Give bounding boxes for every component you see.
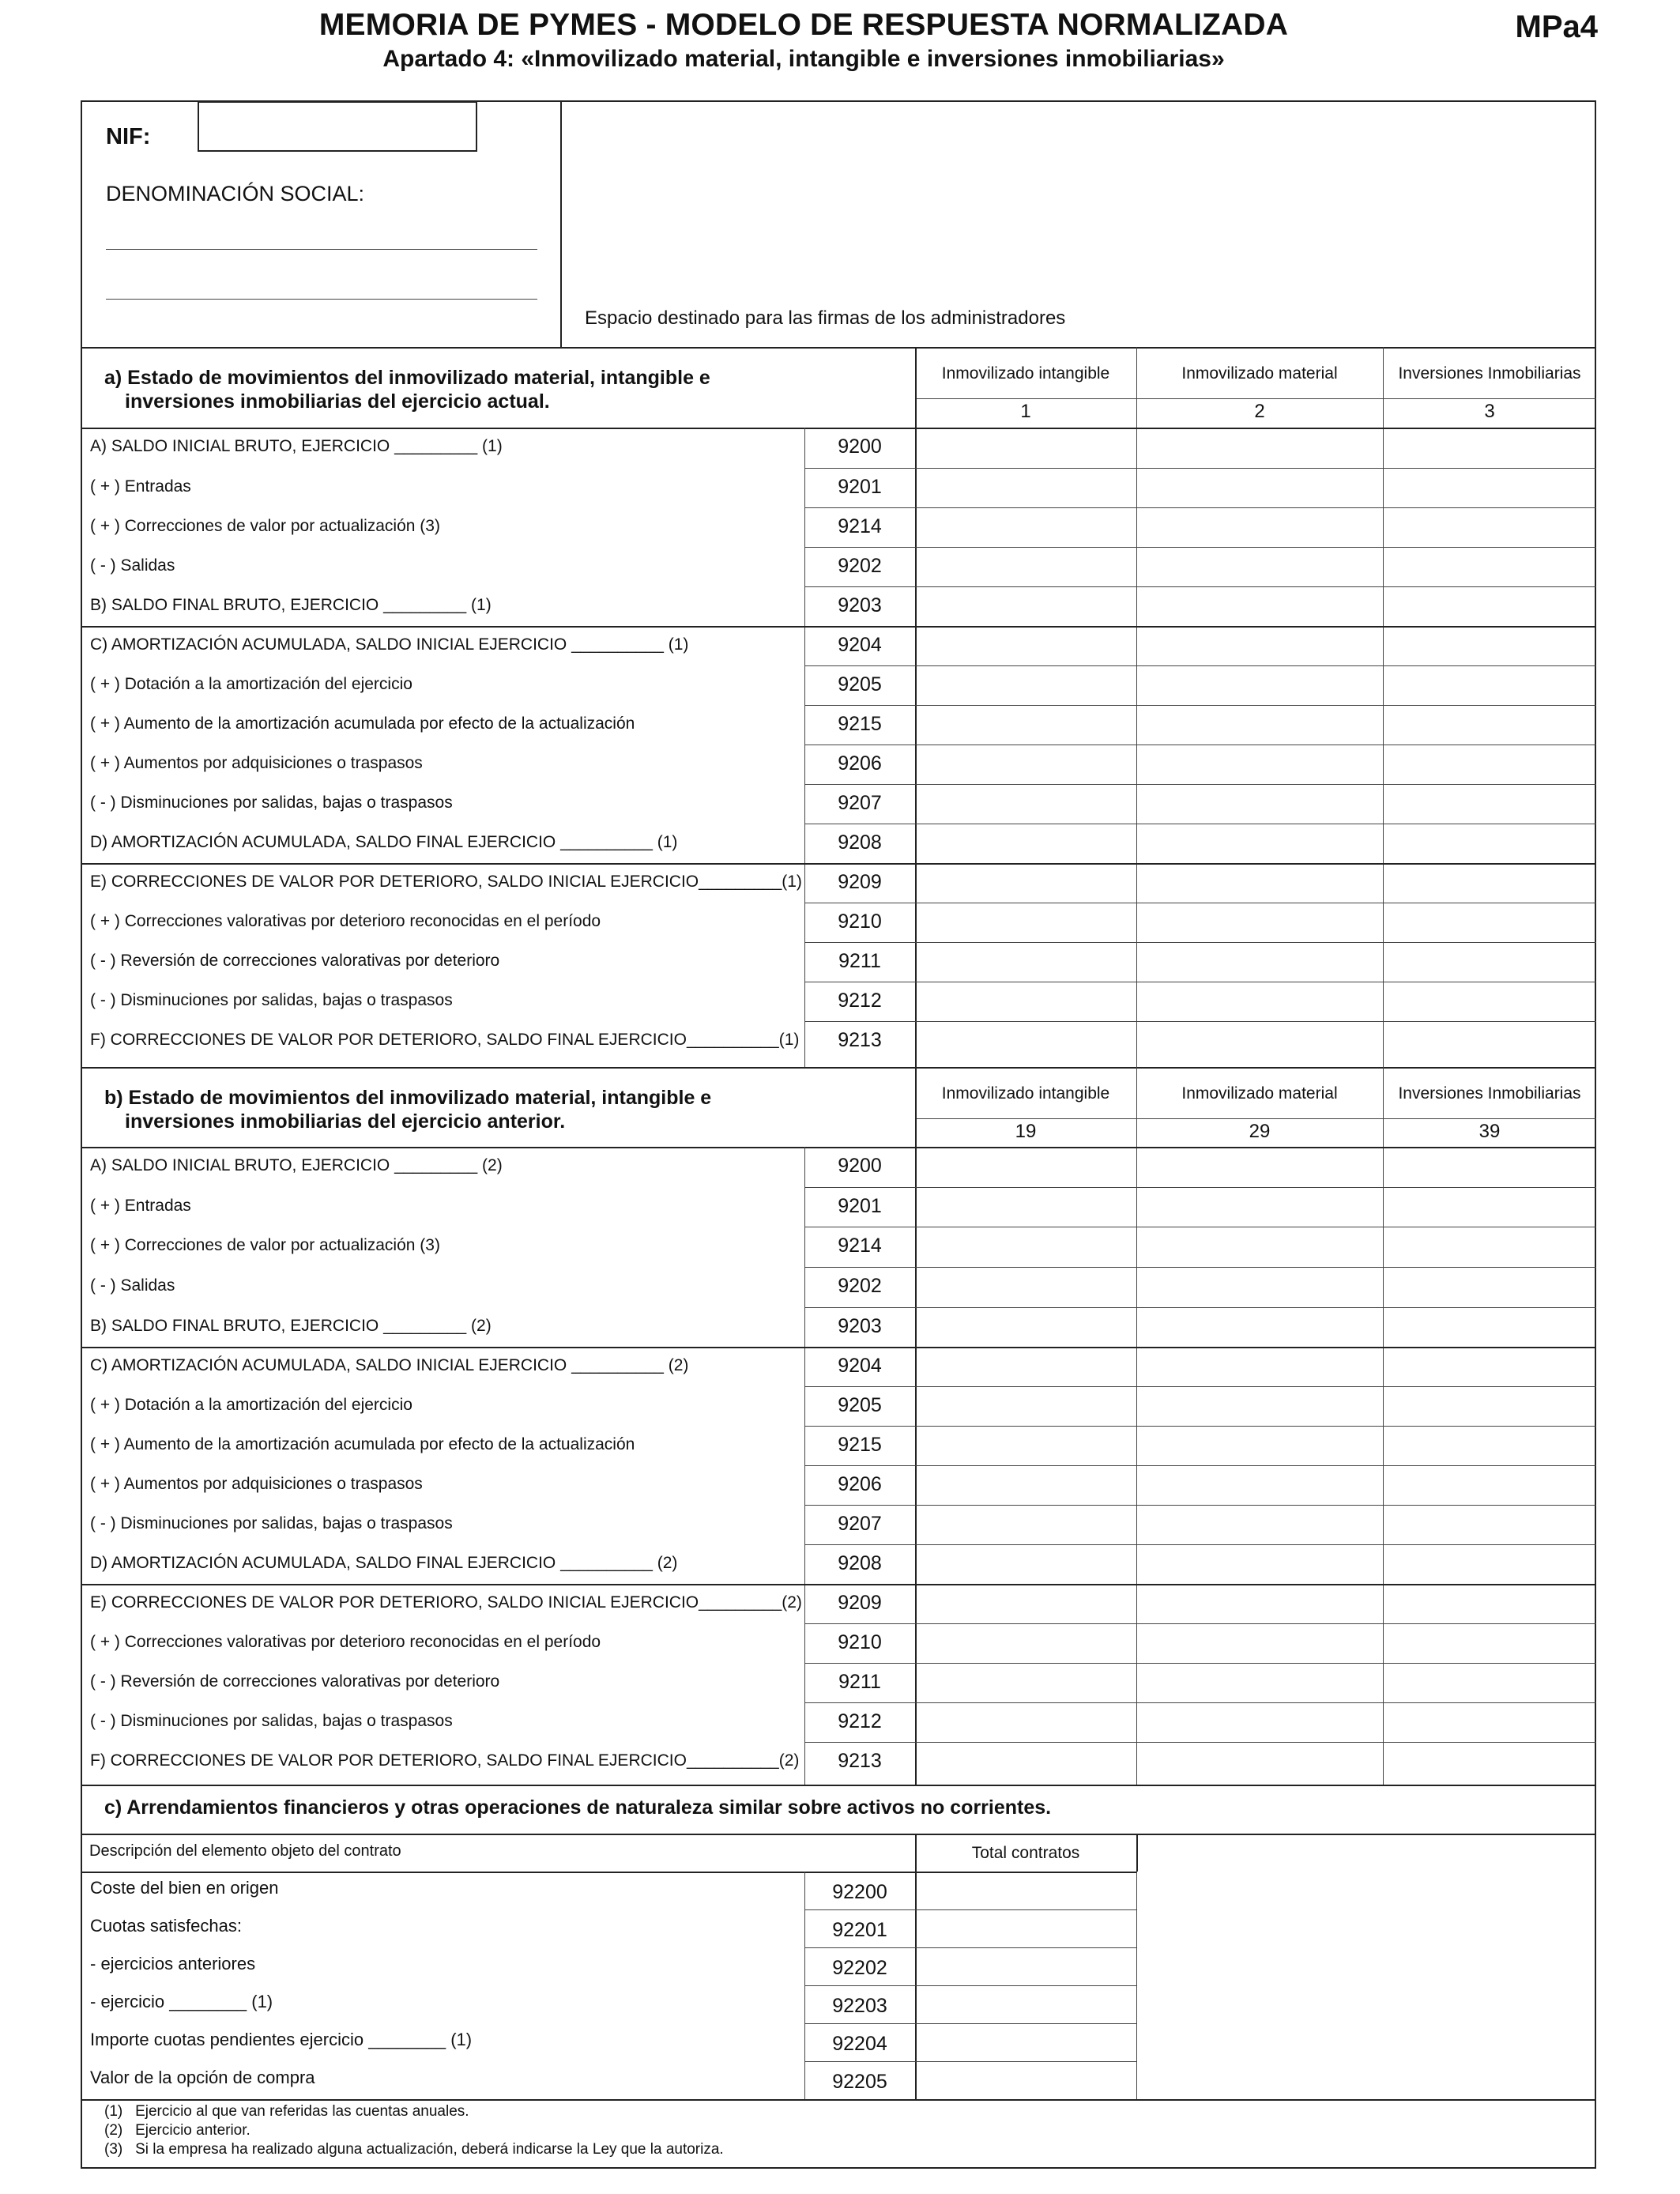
section_a-input-9208-col1[interactable] <box>917 825 1135 861</box>
section_b-row-label: ( - ) Disminuciones por salidas, bajas o traspasos <box>90 1514 453 1532</box>
section_b-input-9205-col3[interactable] <box>1384 1388 1595 1424</box>
section_b-row-label: E) CORRECCIONES DE VALOR POR DETERIORO, SALDO INICIAL EJERCICIO_________(2) <box>90 1593 802 1612</box>
section_b-row-label: ( - ) Salidas <box>90 1276 175 1295</box>
section_b-row-code: 9200 <box>838 1155 882 1177</box>
section_b-input-9208-col2[interactable] <box>1138 1546 1381 1582</box>
section_a-row-code: 9201 <box>838 476 882 498</box>
denominacion-line-2[interactable] <box>106 299 537 300</box>
section_a-input-9210-col3[interactable] <box>1384 904 1595 941</box>
section_a-input-9202-col1[interactable] <box>917 548 1135 585</box>
section_a-input-9204-col1[interactable] <box>917 628 1135 664</box>
section_b-input-9203-col2[interactable] <box>1138 1309 1381 1345</box>
section-c-row-divider <box>804 2061 1136 2062</box>
section_a-input-9205-col2[interactable] <box>1138 667 1381 703</box>
section-c-row-code: 92205 <box>832 2071 887 2093</box>
section_b-row-code: 9211 <box>838 1671 881 1693</box>
section_a-input-9210-col1[interactable] <box>917 904 1135 941</box>
section-c-input-92204[interactable] <box>917 2025 1135 2060</box>
section_b-row-label: A) SALDO INICIAL BRUTO, EJERCICIO _________ (2) <box>90 1156 503 1174</box>
section_b-input-9212-col3[interactable] <box>1384 1704 1595 1740</box>
section_b-row-divider <box>804 1623 1596 1624</box>
section_a-input-9208-col3[interactable] <box>1384 825 1595 861</box>
section_b-input-9212-col1[interactable] <box>917 1704 1135 1740</box>
section_b-bottom-border <box>81 1785 1596 1786</box>
section_a-input-9211-col1[interactable] <box>917 944 1135 980</box>
firmas-label: Espacio destinado para las firmas de los administradores <box>585 307 1066 329</box>
section_a-row-code: 9209 <box>838 871 882 893</box>
section_b-input-9211-col3[interactable] <box>1384 1664 1595 1701</box>
section_a-row-divider <box>804 586 1596 587</box>
section_b-input-9207-col1[interactable] <box>917 1506 1135 1543</box>
section_b-row-divider <box>804 1426 1596 1427</box>
section_b-row-code: 9212 <box>838 1710 882 1732</box>
section_b-input-9201-col2[interactable] <box>1138 1189 1381 1225</box>
section_b-input-9214-col3[interactable] <box>1384 1228 1595 1265</box>
section_b-row-label: ( + ) Entradas <box>90 1197 191 1215</box>
section_b-row-label: ( + ) Aumentos por adquisiciones o traspasos <box>90 1475 423 1493</box>
section_b-input-9200-col3[interactable] <box>1384 1148 1595 1186</box>
section_a-row-label: D) AMORTIZACIÓN ACUMULADA, SALDO FINAL EJERCICIO __________ (1) <box>90 833 678 851</box>
footnote-3: (3) Si la empresa ha realizado alguna actualización, deberá indicarse la Ley que la autoriza. <box>104 2141 724 2158</box>
section_b-input-9214-col1[interactable] <box>917 1228 1135 1265</box>
section_a-row-code: 9203 <box>838 594 882 616</box>
section_a-row-code: 9206 <box>838 752 882 775</box>
section_a-input-9203-col3[interactable] <box>1384 588 1595 624</box>
section_a-input-9206-col2[interactable] <box>1138 746 1381 782</box>
denominacion-line-1[interactable] <box>106 249 537 250</box>
section_a-input-9214-col3[interactable] <box>1384 509 1595 545</box>
section_a-group-divider <box>81 863 1596 865</box>
section_b-row-code: 9209 <box>838 1592 882 1614</box>
section_b-input-9215-col1[interactable] <box>917 1427 1135 1464</box>
section_a-row-label: ( + ) Correcciones de valor por actualización (3) <box>90 517 440 535</box>
section_a-row-divider <box>804 705 1596 706</box>
section_a-input-9201-col3[interactable] <box>1384 469 1595 506</box>
form-title: MEMORIA DE PYMES - MODELO DE RESPUESTA NORMALIZADA <box>318 8 1289 42</box>
section-c-row-code: 92203 <box>832 1995 887 2017</box>
section_a-row-code: 9210 <box>838 910 882 933</box>
section_a-col-header-2: Inmovilizado material <box>1181 364 1338 383</box>
section_a-row-divider <box>804 784 1596 785</box>
section_a-col-number-3: 3 <box>1484 401 1495 422</box>
section-c-vline-right <box>1136 1834 1138 1872</box>
section_a-bottom-border <box>81 1067 1596 1069</box>
section_b-row-label: ( + ) Correcciones de valor por actualización (3) <box>90 1236 440 1254</box>
section_b-input-9201-col1[interactable] <box>917 1189 1135 1225</box>
section_b-row-label: ( + ) Dotación a la amortización del ejercicio <box>90 1396 412 1414</box>
section_a-input-9215-col3[interactable] <box>1384 707 1595 743</box>
section_b-row-label: B) SALDO FINAL BRUTO, EJERCICIO _________ (2) <box>90 1317 492 1335</box>
section_b-title-line2: inversiones inmobiliarias del ejercicio anterior. <box>125 1110 566 1133</box>
nif-label: NIF: <box>106 124 151 149</box>
section-c-input-92203[interactable] <box>917 1987 1135 2022</box>
section_b-input-9207-col2[interactable] <box>1138 1506 1381 1543</box>
section_a-row-label: ( - ) Reversión de correcciones valorativas por deterioro <box>90 952 500 970</box>
section_b-input-9204-col2[interactable] <box>1138 1348 1381 1385</box>
section_b-group-divider <box>81 1347 1596 1348</box>
section_a-vline-c2 <box>1136 347 1137 1067</box>
section_a-input-9212-col3[interactable] <box>1384 983 1595 1020</box>
section_b-input-9213-col1[interactable] <box>917 1744 1135 1783</box>
section_a-input-9207-col3[interactable] <box>1384 786 1595 822</box>
section_b-row-code: 9206 <box>838 1473 882 1495</box>
section-c-row-label: - ejercicio ________ (1) <box>90 1992 273 2011</box>
section_b-input-9200-col2[interactable] <box>1138 1148 1381 1186</box>
section_b-row-label: F) CORRECCIONES DE VALOR POR DETERIORO, SALDO FINAL EJERCICIO__________(2) <box>90 1751 800 1770</box>
section_b-input-9213-col2[interactable] <box>1138 1744 1381 1783</box>
footnote-1: (1) Ejercicio al que van referidas las cuentas anuales. <box>104 2103 469 2120</box>
section_a-input-9203-col2[interactable] <box>1138 588 1381 624</box>
section_a-input-9204-col3[interactable] <box>1384 628 1595 664</box>
section_a-input-9205-col1[interactable] <box>917 667 1135 703</box>
section_a-row-code: 9205 <box>838 673 882 696</box>
form-code: MPa4 <box>1515 9 1598 44</box>
section_a-input-9209-col2[interactable] <box>1138 865 1381 901</box>
section_b-input-9200-col1[interactable] <box>917 1148 1135 1186</box>
section_a-col-header-1: Inmovilizado intangible <box>941 364 1110 383</box>
section_b-row-divider <box>804 1465 1596 1466</box>
section_a-row-code: 9213 <box>838 1029 882 1051</box>
section_a-row-code: 9202 <box>838 555 882 577</box>
section_b-group-divider <box>81 1584 1596 1585</box>
section_a-row-divider <box>804 1021 1596 1022</box>
section-c-row-label: Cuotas satisfechas: <box>90 1916 242 1936</box>
section_b-input-9211-col2[interactable] <box>1138 1664 1381 1701</box>
denominacion-label: DENOMINACIÓN SOCIAL: <box>106 182 365 205</box>
section_b-row-label: D) AMORTIZACIÓN ACUMULADA, SALDO FINAL EJERCICIO __________ (2) <box>90 1554 678 1572</box>
section_a-row-label: ( - ) Salidas <box>90 556 175 575</box>
section_a-input-9201-col2[interactable] <box>1138 469 1381 506</box>
section_b-row-label: ( + ) Aumento de la amortización acumulada por efecto de la actualización <box>90 1435 635 1453</box>
section_b-row-code: 9208 <box>838 1552 882 1574</box>
section-c-row-label: Importe cuotas pendientes ejercicio ________ (1) <box>90 2030 473 2049</box>
section-c-row-divider <box>804 1947 1136 1948</box>
section_b-col-header-1: Inmovilizado intangible <box>941 1084 1110 1103</box>
section_a-row-code: 9200 <box>838 435 882 458</box>
section_b-row-label: ( - ) Reversión de correcciones valorativas por deterioro <box>90 1672 500 1691</box>
section_a-input-9207-col1[interactable] <box>917 786 1135 822</box>
section_b-row-divider <box>804 1544 1596 1545</box>
section-c-title: c) Arrendamientos financieros y otras operaciones de naturaleza similar sobre activos no corrientes. <box>104 1796 1052 1819</box>
section_a-row-code: 9215 <box>838 713 882 735</box>
section_b-input-9212-col2[interactable] <box>1138 1704 1381 1740</box>
section_b-row-label: ( + ) Correcciones valorativas por deterioro reconocidas en el período <box>90 1633 601 1651</box>
section_a-row-code: 9207 <box>838 792 882 814</box>
section_b-input-9201-col3[interactable] <box>1384 1189 1595 1225</box>
section_a-row-label: ( - ) Disminuciones por salidas, bajas o traspasos <box>90 991 453 1009</box>
section_a-input-9214-col2[interactable] <box>1138 509 1381 545</box>
section_b-input-9202-col2[interactable] <box>1138 1269 1381 1306</box>
section_b-title-line1: b) Estado de movimientos del inmovilizado material, intangible e <box>104 1087 712 1109</box>
section_a-col-number-2: 2 <box>1254 401 1265 422</box>
footnote-2: (2) Ejercicio anterior. <box>104 2122 250 2139</box>
section_a-input-9201-col1[interactable] <box>917 469 1135 506</box>
section_a-row-code: 9212 <box>838 990 882 1012</box>
section-c-row-label: Coste del bien en origen <box>90 1878 279 1898</box>
section_b-row-code: 9214 <box>838 1235 882 1257</box>
section_b-col-subline <box>915 1118 1596 1119</box>
section_b-row-divider <box>804 1505 1596 1506</box>
section-c-row-code: 92204 <box>832 2033 887 2055</box>
section_b-input-9203-col3[interactable] <box>1384 1309 1595 1345</box>
section_a-row-label: ( + ) Entradas <box>90 477 191 496</box>
section_a-row-label: E) CORRECCIONES DE VALOR POR DETERIORO, SALDO INICIAL EJERCICIO_________(1) <box>90 873 802 891</box>
section_a-row-label: F) CORRECCIONES DE VALOR POR DETERIORO, SALDO FINAL EJERCICIO__________(1) <box>90 1031 800 1049</box>
section_b-input-9207-col3[interactable] <box>1384 1506 1595 1543</box>
id-bottom-border <box>81 347 1596 349</box>
section_a-row-code: 9208 <box>838 831 882 854</box>
section_b-input-9206-col3[interactable] <box>1384 1467 1595 1503</box>
section_b-input-9208-col3[interactable] <box>1384 1546 1595 1582</box>
section_a-input-9211-col3[interactable] <box>1384 944 1595 980</box>
section_b-col-number-1: 19 <box>1015 1121 1037 1142</box>
section_b-input-9215-col2[interactable] <box>1138 1427 1381 1464</box>
section_a-input-9200-col2[interactable] <box>1138 429 1381 466</box>
section_a-input-9206-col3[interactable] <box>1384 746 1595 782</box>
section_b-input-9211-col1[interactable] <box>917 1664 1135 1701</box>
section-c-row-label: Valor de la opción de compra <box>90 2068 315 2087</box>
section_b-input-9204-col1[interactable] <box>917 1348 1135 1385</box>
section_b-col-header-3: Inversiones Inmobiliarias <box>1398 1084 1581 1103</box>
section_b-row-divider <box>804 1307 1596 1308</box>
section_a-input-9212-col2[interactable] <box>1138 983 1381 1020</box>
section_a-input-9210-col2[interactable] <box>1138 904 1381 941</box>
section_a-title-line2: inversiones inmobiliarias del ejercicio actual. <box>125 390 550 413</box>
section_a-row-code: 9211 <box>838 950 881 972</box>
section_b-input-9210-col3[interactable] <box>1384 1625 1595 1661</box>
section_a-input-9204-col2[interactable] <box>1138 628 1381 664</box>
section_b-input-9206-col2[interactable] <box>1138 1467 1381 1503</box>
section_b-input-9205-col1[interactable] <box>917 1388 1135 1424</box>
section_b-input-9210-col1[interactable] <box>917 1625 1135 1661</box>
section_b-row-code: 9213 <box>838 1750 882 1772</box>
footnotes <box>104 2102 724 2159</box>
section_a-input-9213-col2[interactable] <box>1138 1023 1381 1065</box>
section-c-desc-header: Descripción del elemento objeto del contrato <box>89 1842 401 1860</box>
section_b-col-header-2: Inmovilizado material <box>1181 1084 1338 1103</box>
section_a-input-9200-col1[interactable] <box>917 429 1135 466</box>
section_a-input-9206-col1[interactable] <box>917 746 1135 782</box>
section_b-row-code: 9205 <box>838 1394 882 1416</box>
section-c-title-divider <box>81 1834 1596 1835</box>
section_b-input-9202-col3[interactable] <box>1384 1269 1595 1306</box>
section_b-input-9215-col3[interactable] <box>1384 1427 1595 1464</box>
section_a-row-label: C) AMORTIZACIÓN ACUMULADA, SALDO INICIAL EJERCICIO __________ (1) <box>90 635 689 654</box>
section_a-row-label: ( + ) Correcciones valorativas por deterioro reconocidas en el período <box>90 912 601 930</box>
section_b-row-code: 9210 <box>838 1631 882 1653</box>
section_a-row-divider <box>804 547 1596 548</box>
section_a-input-9215-col1[interactable] <box>917 707 1135 743</box>
section_a-row-label: ( + ) Aumento de la amortización acumulada por efecto de la actualización <box>90 714 635 733</box>
section_a-input-9214-col1[interactable] <box>917 509 1135 545</box>
section_a-input-9207-col2[interactable] <box>1138 786 1381 822</box>
section_b-input-9205-col2[interactable] <box>1138 1388 1381 1424</box>
section_a-input-9211-col2[interactable] <box>1138 944 1381 980</box>
section_b-row-divider <box>804 1702 1596 1703</box>
section-c-row-code: 92202 <box>832 1957 887 1979</box>
section_b-input-9202-col1[interactable] <box>917 1269 1135 1306</box>
section_a-input-9203-col1[interactable] <box>917 588 1135 624</box>
id-divider <box>560 100 562 349</box>
section_b-row-divider <box>804 1187 1596 1188</box>
form-header <box>0 8 1680 73</box>
section_b-row-code: 9204 <box>838 1355 882 1377</box>
section_b-input-9209-col1[interactable] <box>917 1585 1135 1622</box>
section-c-row-divider <box>804 1985 1136 1986</box>
section_a-col-number-1: 1 <box>1020 401 1031 422</box>
section-c-row-divider <box>804 1909 1136 1910</box>
section_a-input-9209-col3[interactable] <box>1384 865 1595 901</box>
section-c-row-divider <box>804 2023 1136 2024</box>
section_b-row-code: 9201 <box>838 1195 882 1217</box>
section-c-input-92202[interactable] <box>917 1949 1135 1984</box>
section_a-input-9212-col1[interactable] <box>917 983 1135 1020</box>
section_b-input-9210-col2[interactable] <box>1138 1625 1381 1661</box>
section_a-row-label: ( + ) Aumentos por adquisiciones o traspasos <box>90 754 423 772</box>
section_b-input-9209-col2[interactable] <box>1138 1585 1381 1622</box>
section_a-row-label: A) SALDO INICIAL BRUTO, EJERCICIO _________ (1) <box>90 437 503 455</box>
section_a-input-9213-col3[interactable] <box>1384 1023 1595 1065</box>
section_b-input-9209-col3[interactable] <box>1384 1585 1595 1622</box>
form-subtitle: Apartado 4: «Inmovilizado material, intangible e inversiones inmobiliarias» <box>382 46 1225 72</box>
section_a-row-code: 9214 <box>838 515 882 537</box>
nif-field[interactable] <box>198 101 477 152</box>
section_a-input-9208-col2[interactable] <box>1138 825 1381 861</box>
section_a-input-9205-col3[interactable] <box>1384 667 1595 703</box>
section-c-bottom-border <box>81 2099 1596 2101</box>
section_b-input-9203-col1[interactable] <box>917 1309 1135 1345</box>
section_b-row-code: 9215 <box>838 1434 882 1456</box>
section_b-input-9214-col2[interactable] <box>1138 1228 1381 1265</box>
section_a-col-header-3: Inversiones Inmobiliarias <box>1398 364 1581 383</box>
section-c-row-code: 92200 <box>832 1881 887 1903</box>
section_b-row-code: 9203 <box>838 1315 882 1337</box>
section_a-row-divider <box>804 942 1596 943</box>
section_a-row-label: B) SALDO FINAL BRUTO, EJERCICIO _________ (1) <box>90 596 492 614</box>
section_a-row-code: 9204 <box>838 634 882 656</box>
section_a-row-label: ( - ) Disminuciones por salidas, bajas o traspasos <box>90 794 453 812</box>
section_a-input-9215-col2[interactable] <box>1138 707 1381 743</box>
section_a-row-divider <box>804 507 1596 508</box>
section_a-group-divider <box>81 626 1596 628</box>
section_a-title-line1: a) Estado de movimientos del inmovilizado material, intangible e <box>104 367 710 389</box>
section_b-row-code: 9202 <box>838 1275 882 1297</box>
section_b-row-label: C) AMORTIZACIÓN ACUMULADA, SALDO INICIAL EJERCICIO __________ (2) <box>90 1356 689 1374</box>
section_b-input-9204-col3[interactable] <box>1384 1348 1595 1385</box>
section-c-total-header: Total contratos <box>971 1844 1080 1862</box>
section_a-vline-c3 <box>1383 347 1384 1067</box>
section_b-input-9206-col1[interactable] <box>917 1467 1135 1503</box>
section_b-row-divider <box>804 1742 1596 1743</box>
section_b-row-divider <box>804 1386 1596 1387</box>
section_b-input-9208-col1[interactable] <box>917 1546 1135 1582</box>
section_a-input-9213-col1[interactable] <box>917 1023 1135 1065</box>
section_a-row-divider <box>804 468 1596 469</box>
section_b-row-label: ( - ) Disminuciones por salidas, bajas o traspasos <box>90 1712 453 1730</box>
section_a-row-label: ( + ) Dotación a la amortización del ejercicio <box>90 675 412 693</box>
section_b-col-number-2: 29 <box>1249 1121 1271 1142</box>
section_b-col-number-3: 39 <box>1478 1121 1501 1142</box>
section_b-row-code: 9207 <box>838 1513 882 1535</box>
section_a-col-subline <box>915 398 1596 399</box>
section_a-row-divider <box>804 665 1596 666</box>
section-c-row-label: - ejercicios anteriores <box>90 1954 256 1973</box>
section_a-input-9200-col3[interactable] <box>1384 429 1595 466</box>
section-c-input-92205[interactable] <box>917 2063 1135 2098</box>
section-c-input-92201[interactable] <box>917 1911 1135 1946</box>
section_a-input-9202-col2[interactable] <box>1138 548 1381 585</box>
section-c-row-code: 92201 <box>832 1919 887 1941</box>
section-c-vline-total-right <box>1136 1872 1137 2099</box>
section-c-input-92200[interactable] <box>917 1873 1135 1908</box>
section_b-row-divider <box>804 1663 1596 1664</box>
section_b-input-9213-col3[interactable] <box>1384 1744 1595 1783</box>
section_a-input-9209-col1[interactable] <box>917 865 1135 901</box>
section_a-input-9202-col3[interactable] <box>1384 548 1595 585</box>
section_b-row-divider <box>804 1267 1596 1268</box>
